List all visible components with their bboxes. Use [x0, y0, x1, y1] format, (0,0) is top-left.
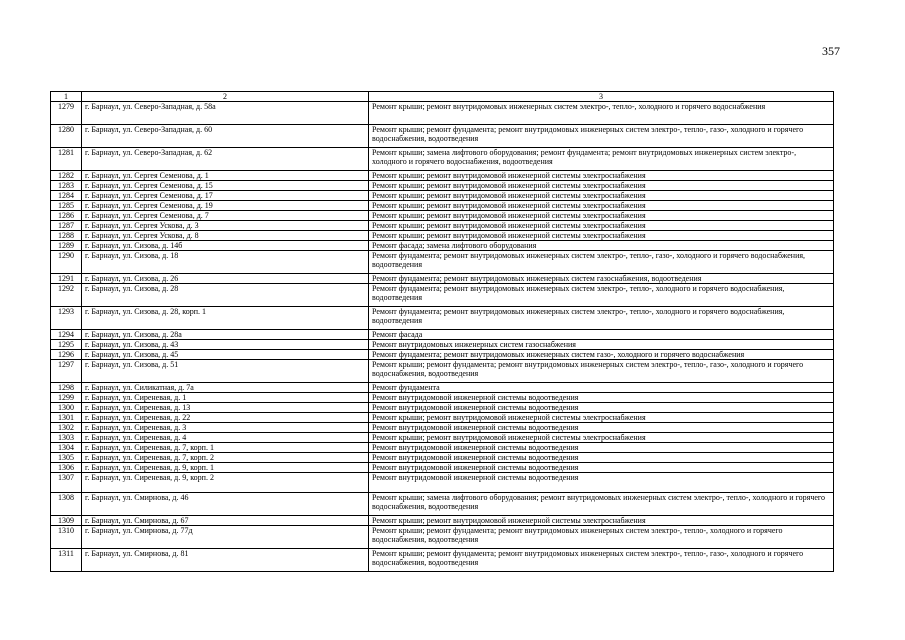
row-number: 1279 [51, 102, 82, 125]
row-number: 1305 [51, 453, 82, 463]
table-row [51, 340, 834, 350]
row-address: г. Барнаул, ул. Сиреневая, д. 9, корп. 1 [82, 463, 369, 473]
row-number: 1304 [51, 443, 82, 453]
row-address: г. Барнаул, ул. Северо-Западная, д. 58а [82, 102, 369, 125]
row-address: г. Барнаул, ул. Сиреневая, д. 7, корп. 1 [82, 443, 369, 453]
row-address: г. Барнаул, ул. Сиреневая, д. 22 [82, 413, 369, 423]
table-row [51, 516, 834, 526]
row-address: г. Барнаул, ул. Сергея Семенова, д. 7 [82, 211, 369, 221]
table-row [51, 393, 834, 403]
table-row [51, 284, 834, 307]
table-header-row [51, 92, 834, 102]
row-address: г. Барнаул, ул. Сизова, д. 28а [82, 330, 369, 340]
row-address: г. Барнаул, ул. Сиреневая, д. 13 [82, 403, 369, 413]
row-number: 1311 [51, 549, 82, 572]
row-address: г. Барнаул, ул. Сиреневая, д. 4 [82, 433, 369, 443]
row-works: Ремонт крыши; ремонт внутридомовой инженерной системы электроснабжения [369, 221, 834, 231]
row-address: г. Барнаул, ул. Смирнова, д. 46 [82, 493, 369, 516]
table-row [51, 181, 834, 191]
row-works: Ремонт фасада [369, 330, 834, 340]
column-header-2: 2 [82, 92, 369, 102]
table-row [51, 241, 834, 251]
row-number: 1286 [51, 211, 82, 221]
table-row [51, 463, 834, 473]
row-works: Ремонт крыши; замена лифтового оборудования; ремонт внутридомовых инженерных систем электро-, тепло-, холодного и горячего водоснабжения, водоотведения [369, 493, 834, 516]
row-address: г. Барнаул, ул. Сиреневая, д. 9, корп. 2 [82, 473, 369, 493]
row-number: 1309 [51, 516, 82, 526]
row-number: 1281 [51, 148, 82, 171]
row-number: 1308 [51, 493, 82, 516]
row-works: Ремонт фасада; замена лифтового оборудования [369, 241, 834, 251]
row-number: 1293 [51, 307, 82, 330]
row-address: г. Барнаул, ул. Сизова, д. 43 [82, 340, 369, 350]
table-row [51, 403, 834, 413]
row-number: 1299 [51, 393, 82, 403]
row-works: Ремонт крыши; ремонт фундамента; ремонт внутридомовых инженерных систем электро-, тепло-, газо-, холодного и горячего водоснабжения, водоотведения [369, 125, 834, 148]
row-number: 1303 [51, 433, 82, 443]
row-address: г. Барнаул, ул. Сизова, д. 45 [82, 350, 369, 360]
row-works: Ремонт внутридомовой инженерной системы водоотведения [369, 443, 834, 453]
row-works: Ремонт фундамента; ремонт внутридомовых инженерных систем электро-, тепло-, газо-, холодного и горячего водоснабжения, водоотведения [369, 251, 834, 274]
row-works: Ремонт крыши; замена лифтового оборудования; ремонт фундамента; ремонт внутридомовых инженерных систем электро-, холодного и горячего водоснабжения, водоотведения [369, 148, 834, 171]
row-works: Ремонт фундамента; ремонт внутридомовых инженерных систем электро-, тепло-, холодного и горячего водоснабжения, водоотведения [369, 284, 834, 307]
page-number: 357 [822, 44, 840, 58]
row-address: г. Барнаул, ул. Северо-Западная, д. 60 [82, 125, 369, 148]
row-address: г. Барнаул, ул. Сизова, д. 14б [82, 241, 369, 251]
row-address: г. Барнаул, ул. Смирнова, д. 81 [82, 549, 369, 572]
table-row [51, 330, 834, 340]
row-number: 1292 [51, 284, 82, 307]
table-row [51, 526, 834, 549]
row-address: г. Барнаул, ул. Сизова, д. 51 [82, 360, 369, 383]
row-number: 1288 [51, 231, 82, 241]
table-row [51, 221, 834, 231]
row-number: 1294 [51, 330, 82, 340]
row-number: 1283 [51, 181, 82, 191]
row-number: 1296 [51, 350, 82, 360]
row-address: г. Барнаул, ул. Смирнова, д. 77д [82, 526, 369, 549]
row-number: 1301 [51, 413, 82, 423]
row-works: Ремонт фундамента; ремонт внутридомовых инженерных систем газо-, холодного и горячего водоснабжения [369, 350, 834, 360]
row-works: Ремонт фундамента [369, 383, 834, 393]
row-works: Ремонт крыши; ремонт внутридомовой инженерной системы электроснабжения [369, 433, 834, 443]
row-address: г. Барнаул, ул. Северо-Западная, д. 62 [82, 148, 369, 171]
row-address: г. Барнаул, ул. Сиреневая, д. 3 [82, 423, 369, 433]
table-row [51, 360, 834, 383]
row-number: 1295 [51, 340, 82, 350]
row-works: Ремонт внутридомовой инженерной системы водоотведения [369, 423, 834, 433]
row-address: г. Барнаул, ул. Сиреневая, д. 1 [82, 393, 369, 403]
row-works: Ремонт внутридомовой инженерной системы водоотведения [369, 463, 834, 473]
row-works: Ремонт крыши; ремонт внутридомовой инженерной системы электроснабжения [369, 181, 834, 191]
row-works: Ремонт крыши; ремонт внутридомовой инженерной системы электроснабжения [369, 231, 834, 241]
table-row [51, 231, 834, 241]
row-number: 1297 [51, 360, 82, 383]
row-works: Ремонт внутридомовой инженерной системы водоотведения [369, 453, 834, 463]
row-address: г. Барнаул, ул. Сизова, д. 28, корп. 1 [82, 307, 369, 330]
row-works: Ремонт внутридомовой инженерной системы водоотведения [369, 393, 834, 403]
table-row [51, 413, 834, 423]
table-row [51, 125, 834, 148]
table-row [51, 443, 834, 453]
row-address: г. Барнаул, ул. Сизова, д. 28 [82, 284, 369, 307]
table-row [51, 274, 834, 284]
row-address: г. Барнаул, ул. Сергея Семенова, д. 15 [82, 181, 369, 191]
row-number: 1306 [51, 463, 82, 473]
row-number: 1307 [51, 473, 82, 493]
table-row [51, 423, 834, 433]
row-address: г. Барнаул, ул. Силикатная, д. 7а [82, 383, 369, 393]
table-row [51, 211, 834, 221]
table-row [51, 473, 834, 493]
row-number: 1287 [51, 221, 82, 231]
row-number: 1290 [51, 251, 82, 274]
table-row [51, 383, 834, 393]
row-works: Ремонт крыши; ремонт внутридомовой инженерной системы электроснабжения [369, 413, 834, 423]
table-row [51, 191, 834, 201]
table-row [51, 549, 834, 572]
column-header-1: 1 [51, 92, 82, 102]
table-row [51, 171, 834, 181]
row-works: Ремонт крыши; ремонт внутридомовой инженерной системы электроснабжения [369, 171, 834, 181]
column-header-3: 3 [369, 92, 834, 102]
table-row [51, 433, 834, 443]
row-works: Ремонт внутридомовой инженерной системы водоотведения [369, 473, 834, 493]
row-address: г. Барнаул, ул. Сергея Ускова, д. 3 [82, 221, 369, 231]
row-works: Ремонт крыши; ремонт фундамента; ремонт внутридомовых инженерных систем электро-, тепло-, газо-, холодного и горячего водоснабжения, водоотведения [369, 360, 834, 383]
row-number: 1298 [51, 383, 82, 393]
row-works: Ремонт крыши; ремонт внутридомовой инженерной системы электроснабжения [369, 211, 834, 221]
row-works: Ремонт внутридомовой инженерной системы водоотведения [369, 403, 834, 413]
row-number: 1291 [51, 274, 82, 284]
table-row [51, 307, 834, 330]
row-address: г. Барнаул, ул. Сизова, д. 18 [82, 251, 369, 274]
row-address: г. Барнаул, ул. Сергея Семенова, д. 1 [82, 171, 369, 181]
row-number: 1289 [51, 241, 82, 251]
row-number: 1285 [51, 201, 82, 211]
row-address: г. Барнаул, ул. Сергея Ускова, д. 8 [82, 231, 369, 241]
row-number: 1280 [51, 125, 82, 148]
table-row [51, 453, 834, 463]
row-address: г. Барнаул, ул. Смирнова, д. 67 [82, 516, 369, 526]
row-works: Ремонт крыши; ремонт фундамента; ремонт внутридомовых инженерных систем электро-, тепло-, газо-, холодного и горячего водоснабжения, водоотведения [369, 549, 834, 572]
row-number: 1310 [51, 526, 82, 549]
row-works: Ремонт фундамента; ремонт внутридомовых инженерных систем газоснабжения, водоотведения [369, 274, 834, 284]
row-works: Ремонт крыши; ремонт внутридомовых инженерных систем электро-, тепло-, холодного и горячего водоснабжения [369, 102, 834, 125]
row-address: г. Барнаул, ул. Сиреневая, д. 7, корп. 2 [82, 453, 369, 463]
row-number: 1284 [51, 191, 82, 201]
row-address: г. Барнаул, ул. Сергея Семенова, д. 19 [82, 201, 369, 211]
table-row [51, 251, 834, 274]
row-works: Ремонт крыши; ремонт внутридомовой инженерной системы электроснабжения [369, 201, 834, 211]
row-number: 1282 [51, 171, 82, 181]
row-address: г. Барнаул, ул. Сизова, д. 26 [82, 274, 369, 284]
table-row [51, 102, 834, 125]
row-works: Ремонт фундамента; ремонт внутридомовых инженерных систем электро-, тепло-, холодного и горячего водоснабжения, водоотведения [369, 307, 834, 330]
table-row [51, 201, 834, 211]
row-number: 1300 [51, 403, 82, 413]
row-number: 1302 [51, 423, 82, 433]
row-works: Ремонт внутридомовых инженерных систем газоснабжения [369, 340, 834, 350]
row-address: г. Барнаул, ул. Сергея Семенова, д. 17 [82, 191, 369, 201]
row-works: Ремонт крыши; ремонт фундамента; ремонт внутридомовых инженерных систем электро-, тепло-, холодного и горячего водоснабжения, водоотведения [369, 526, 834, 549]
table-row [51, 493, 834, 516]
repair-works-table [50, 91, 834, 572]
row-works: Ремонт крыши; ремонт внутридомовой инженерной системы электроснабжения [369, 516, 834, 526]
row-works: Ремонт крыши; ремонт внутридомовой инженерной системы электроснабжения [369, 191, 834, 201]
table-row [51, 350, 834, 360]
table-row [51, 148, 834, 171]
